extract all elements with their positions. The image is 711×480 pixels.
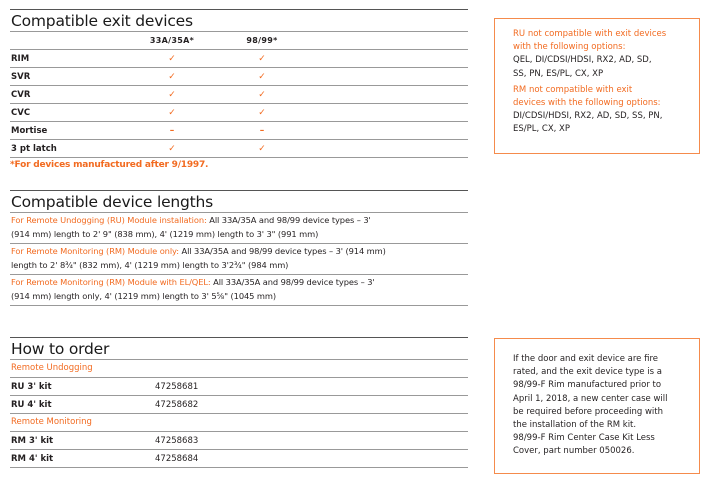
length-item: For Remote Monitoring (RM) Module only: All 33A/35A and 98/99 device types – 3' (914 mm) length to 2' 8³⁄₄" (832 mm), 4' (1219 mm) length to 3'2³⁄₄" (984 mm): [10, 243, 468, 274]
how-to-order-title: How to order: [10, 337, 468, 359]
exit-devices-section: [10, 9, 468, 170]
check-icon: ✓: [258, 89, 266, 100]
table-row: RIM ✓ ✓: [10, 49, 468, 67]
table-row: Mortise – –: [10, 121, 468, 139]
check-icon: ✓: [168, 71, 176, 82]
check-icon: ✓: [168, 143, 176, 154]
check-icon: ✓: [258, 143, 266, 154]
exit-devices-footnote: *For devices manufactured after 9/1997.: [10, 157, 468, 170]
order-row: RU 4' kit 47258682: [10, 395, 468, 413]
divider: [10, 305, 468, 306]
part-number: 47258683: [155, 435, 199, 446]
length-item: For Remote Monitoring (RM) Module with EL/QEL: All 33A/35A and 98/99 device types – 3' (914 mm) length only, 4' (1219 mm) length to 3' 5⁵⁄₈" (1045 mm): [10, 274, 468, 305]
dash-icon: –: [259, 125, 265, 136]
col-header-33a: 33A/35A*: [149, 36, 195, 45]
check-icon: ✓: [258, 53, 266, 64]
order-row: RM 4' kit 47258684: [10, 449, 468, 467]
part-number: 47258681: [155, 381, 199, 392]
fire-rating-note-box: If the door and exit device are fire rated, and the exit device type is a 98/99-F Rim manufactured prior to April 1, 2018, a new center case will be required before proceeding with the installation of the RM kit. 98/99-F Rim Center Case Kit Less Cover, part number 050026.: [494, 338, 700, 474]
check-icon: ✓: [168, 89, 176, 100]
order-row: RM 3' kit 47258683: [10, 431, 468, 449]
group-remote-monitoring: Remote Monitoring: [10, 413, 468, 431]
part-number: 47258684: [155, 453, 199, 464]
table-row: 3 pt latch ✓ ✓: [10, 139, 468, 157]
length-item: For Remote Undogging (RU) Module installation: All 33A/35A and 98/99 device types – 3' (914 mm) length to 2' 9" (838 mm), 4' (1219 mm) length to 3' 3" (991 mm): [10, 212, 468, 243]
table-row: CVR ✓ ✓: [10, 85, 468, 103]
part-number: 47258682: [155, 399, 199, 410]
exit-devices-header-row: [10, 31, 468, 49]
device-lengths-section: [10, 190, 468, 306]
exit-devices-title: Compatible exit devices: [10, 9, 468, 31]
table-row: CVC ✓ ✓: [10, 103, 468, 121]
compatibility-note-box: RU not compatible with exit devices with the following options: QEL, DI/CDSI/HDSI, RX2, AD, SD, SS, PN, ES/PL, CX, XP RM not compatible with exit devices with the following options: DI/CDSI/HDSI, RX2, AD, SD, SS, PN, ES/PL, CX, XP: [494, 18, 700, 154]
col-header-98: 98/99*: [246, 36, 278, 45]
table-row: SVR ✓ ✓: [10, 67, 468, 85]
check-icon: ✓: [168, 107, 176, 118]
check-icon: ✓: [258, 71, 266, 82]
check-icon: ✓: [168, 53, 176, 64]
dash-icon: –: [169, 125, 175, 136]
group-remote-undogging: Remote Undogging: [10, 359, 468, 377]
how-to-order-section: [10, 337, 468, 468]
device-lengths-title: Compatible device lengths: [10, 190, 468, 212]
check-icon: ✓: [258, 107, 266, 118]
order-row: RU 3' kit 47258681: [10, 377, 468, 395]
divider: [10, 467, 468, 468]
